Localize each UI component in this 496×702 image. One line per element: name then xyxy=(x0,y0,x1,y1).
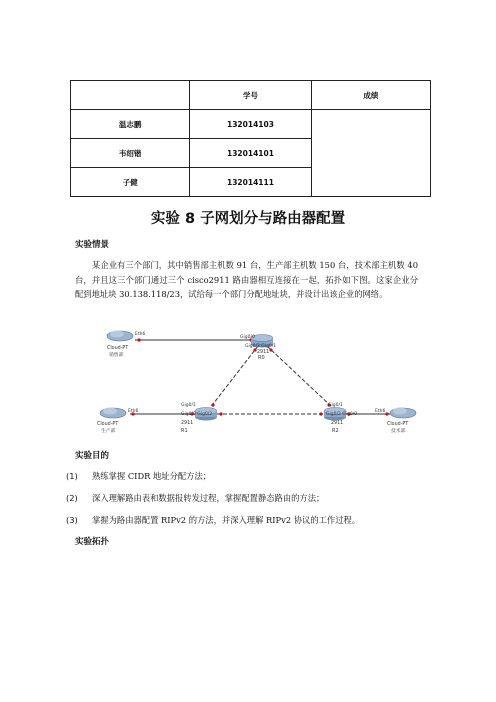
cloud-sales-type: Cloud-PT xyxy=(107,346,129,351)
page-title: 实验 8 子网划分与路由器配置 xyxy=(150,211,346,227)
cloud-sales-port: Eth6 xyxy=(135,332,146,337)
table-header-grade: 成绩 xyxy=(311,81,430,110)
cloud-production-icon[interactable] xyxy=(100,408,126,419)
r0-model: 2911 xyxy=(257,350,270,355)
student-name: 温志鹏 xyxy=(71,110,190,139)
scenario-text: 某企业有三个部门，其中销售部主机数 91 台，生产部主机数 150 台，技术部主机数 40 台，并且这三个部门通过三个 cisco2911 路由器相互连接在一起，拓扑如下图。这家企业分配到地址块 30.138.118/23，试给每一个部门分配地址块，并设计出该企业的网络。 xyxy=(75,260,418,299)
goal-number: (3) xyxy=(66,515,78,525)
cloud-sales-icon[interactable] xyxy=(107,331,133,342)
r1-port-top: Gig0/1 xyxy=(181,403,196,408)
scenario-heading: 实验情景 xyxy=(75,240,110,250)
topology-heading: 实验拓扑 xyxy=(75,537,110,547)
student-id: 132014101 xyxy=(190,139,312,168)
grade-table xyxy=(70,80,431,197)
r0-ports: Gig0/2 Gig0/1 xyxy=(245,344,277,349)
cloud-tech-type: Cloud-PT xyxy=(387,422,409,427)
network-topology-diagram xyxy=(95,326,425,441)
r1-model: 2911 xyxy=(181,421,194,426)
goal-number: (1) xyxy=(66,471,78,481)
r1-ports: Gig0/0 Gig0/2 xyxy=(181,412,213,417)
link-r0-r1 xyxy=(210,346,258,408)
goal-item xyxy=(66,514,360,526)
goal-number: (2) xyxy=(66,493,78,503)
cloud-production-dept: 生产部 xyxy=(101,429,116,434)
table-row xyxy=(71,110,431,139)
r2-port-top: Gig0/1 xyxy=(328,403,343,408)
goals-heading: 实验目的 xyxy=(75,451,110,461)
r0-name: R0 xyxy=(258,355,265,361)
endpoint-marker xyxy=(211,403,214,406)
endpoint-marker xyxy=(137,338,140,341)
link-r0-r2 xyxy=(267,346,333,408)
cloud-tech-dept: 技术部 xyxy=(391,429,406,434)
cloud-production-port: Eth6 xyxy=(128,409,139,414)
student-name: 韦绍锴 xyxy=(71,139,190,168)
r2-ports: Gig0/2 Gig0/0 xyxy=(326,412,358,417)
goal-text: 掌握为路由器配置 RIPv2 的方法，并深入理解 RIPv2 协议的工作过程。 xyxy=(92,515,361,525)
endpoint-marker xyxy=(385,412,388,415)
endpoint-marker xyxy=(219,412,222,415)
cloud-sales-dept: 销售部 xyxy=(109,353,124,358)
grade-cell xyxy=(311,110,430,197)
student-id: 132014111 xyxy=(190,168,312,197)
cloud-tech-port: Eth6 xyxy=(375,409,386,414)
student-name: 子健 xyxy=(71,168,190,197)
table-header-id: 学号 xyxy=(190,81,312,110)
goal-item xyxy=(66,492,324,504)
endpoint-marker xyxy=(319,412,322,415)
goal-item xyxy=(66,470,211,482)
table-header-blank xyxy=(71,81,190,110)
cloud-tech-icon[interactable] xyxy=(390,408,416,419)
student-id: 132014103 xyxy=(190,110,312,139)
r2-model: 2911 xyxy=(331,421,344,426)
goal-text: 熟练掌握 CIDR 地址分配方法； xyxy=(92,471,212,481)
cloud-production-type: Cloud-PT xyxy=(97,422,119,427)
table-header-row xyxy=(71,81,431,110)
r2-name: R2 xyxy=(332,428,339,434)
r0-port-top: Gig0/0 xyxy=(240,335,255,340)
r1-name: R1 xyxy=(181,428,188,434)
goal-text: 深入理解路由表和数据报转发过程，掌握配置静态路由的方法； xyxy=(92,493,325,503)
